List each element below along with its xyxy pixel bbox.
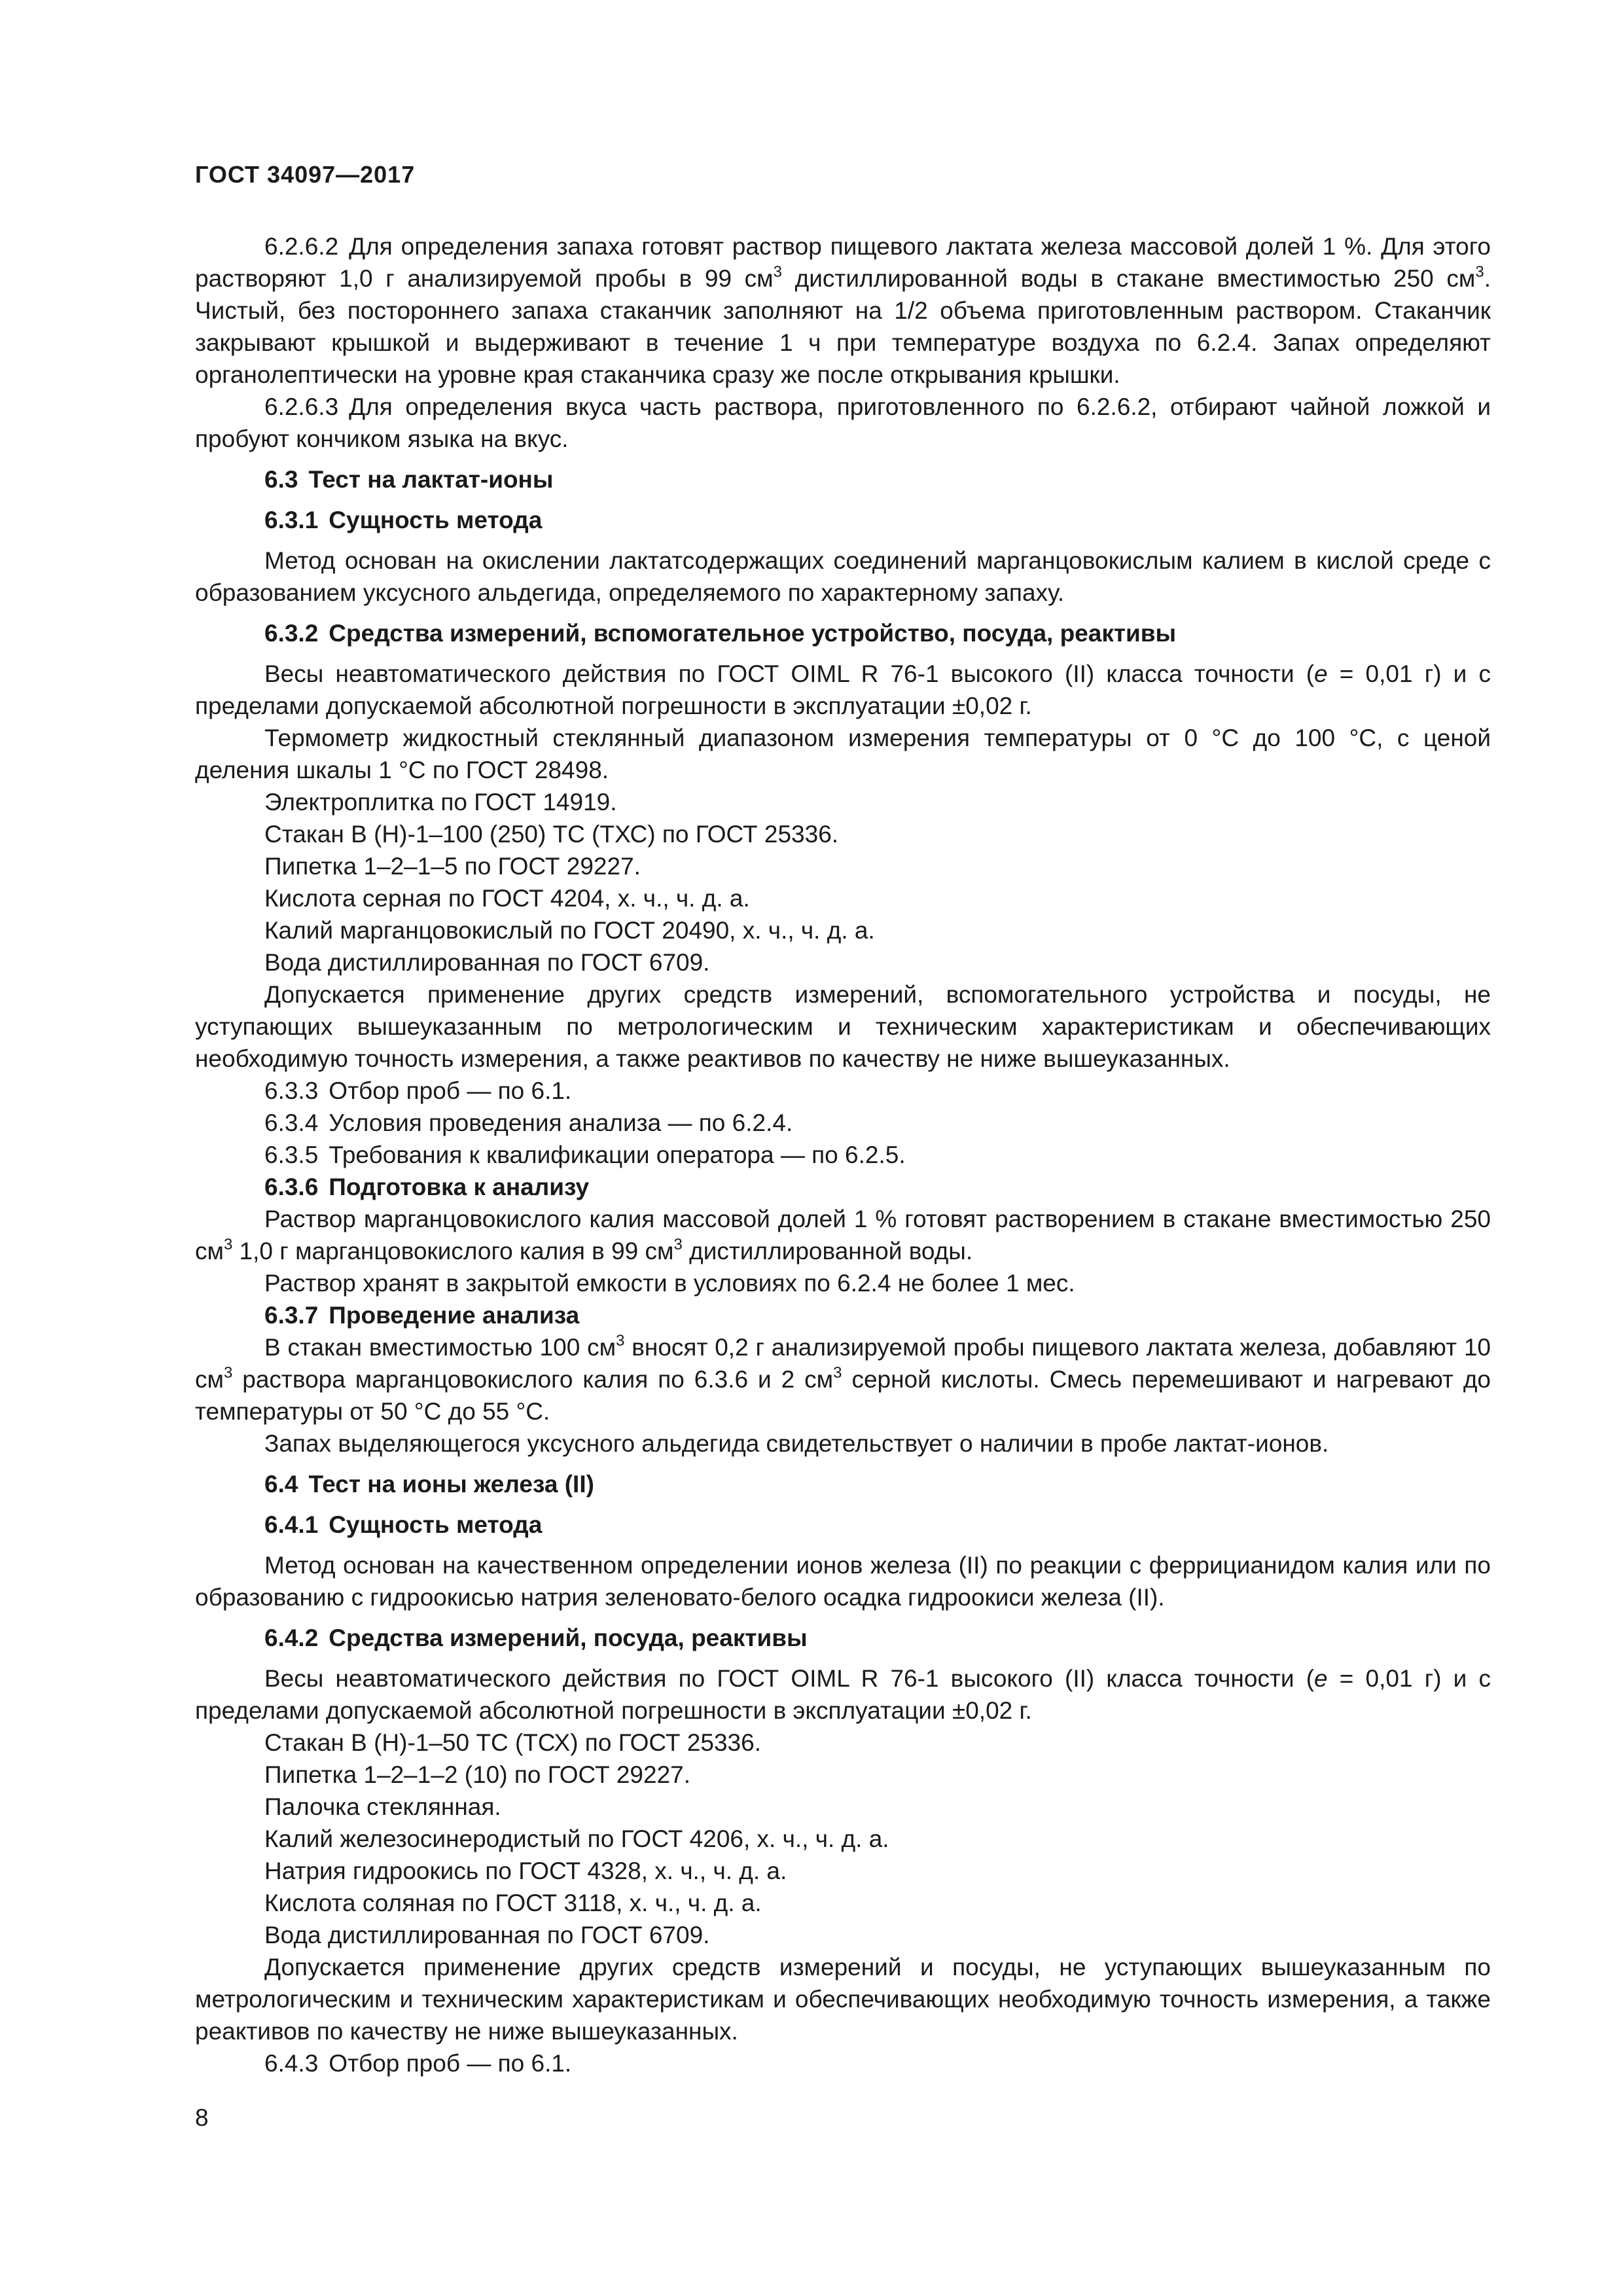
heading-6-4-1: 6.4.1 Сущность метода [264,1511,543,1538]
list-item: Вода дистиллированная по ГОСТ 6709. [264,1922,710,1948]
page-number: 8 [195,2104,209,2131]
paragraph-6-2-6-3: 6.2.6.3 Для определения вкуса часть раствора, приготовленного по 6.2.6.2, отбирают чайной ложкой и пробуют кончиком языка на вкус. [195,393,1491,452]
paragraph-6-3-4: 6.3.4 Условия проведения анализа — по 6.2.4. [264,1109,793,1136]
clause-number: 6.2.6.2 [264,233,339,260]
heading-6-3: 6.3 Тест на лактат-ионы [264,466,554,493]
heading-6-3-6: 6.3.6 Подготовка к анализу [264,1174,590,1200]
list-item: Стакан В (Н)-1–100 (250) ТС (ТХС) по ГОСТ 25336. [264,821,839,848]
list-item: Натрия гидроокись по ГОСТ 4328, х. ч., ч. д. а. [264,1857,787,1884]
paragraph-result: Запах выделяющегося уксусного альдегида свидетельствует о наличии в пробе лактат-ионов. [264,1430,1329,1457]
list-item: Пипетка 1–2–1–5 по ГОСТ 29227. [264,853,641,880]
document-header: ГОСТ 34097—2017 [195,161,416,188]
heading-6-3-1: 6.3.1 Сущность метода [264,507,543,533]
list-item: Калий железосинеродистый по ГОСТ 4206, х. ч., ч. д. а. [264,1825,889,1852]
document-body [195,230,1491,2079]
list-item: Электроплитка по ГОСТ 14919. [264,789,617,816]
heading-6-4-2: 6.4.2 Средства измерений, посуда, реактивы [264,1624,808,1651]
list-item: Палочка стеклянная. [264,1793,501,1820]
paragraph-storage: Раствор хранят в закрытой емкости в условиях по 6.2.4 не более 1 мес. [264,1270,1075,1297]
clause-number: 6.2.6.3 [264,393,339,420]
heading-6-4: 6.4 Тест на ионы железа (II) [264,1471,594,1498]
heading-6-3-7: 6.3.7 Проведение анализа [264,1302,580,1329]
paragraph-thermometer: Термометр жидкостный стеклянный диапазоном измерения температуры от 0 °С до 100 °С, с ценой деления шкалы 1 °С по ГОСТ 28498. [195,725,1491,783]
paragraph-substitution: Допускается применение других средств измерений, вспомогательного устройства и посуды, не уступающих вышеуказанным по метрологическим и техническим характеристикам и обеспечивающих необходимую точность измерения, а также реактивов по качеству не ниже вышеуказанных. [195,981,1491,1072]
paragraph-6-4-1: Метод основан на качественном определении ионов железа (II) по реакции с феррицианидом калия или по образованию с гидроокисью натрия зеленовато-белого осадка гидроокиси железа (II). [195,1552,1491,1611]
paragraph-scales: Весы неавтоматического действия по ГОСТ OIML R 76-1 высокого (II) класса точности (е = 0,01 г) и с пределами допускаемой абсолютной погрешности в эксплуатации ±0,02 г. [195,660,1491,719]
paragraph-6-3-6: Раствор марганцовокислого калия массовой долей 1 % готовят растворением в стакане вместимостью 250 $см^3$ 1,0 г марганцовокислого калия в 99 $см^3$ дистиллированной воды. [195,1206,1491,1265]
paragraph-6-3-1: Метод основан на окислении лактатсодержащих соединений марганцовокислым калием в кислой среде с образованием уксусного альдегида, определяемого по характерному запаху. [195,547,1491,606]
list-item: Стакан В (Н)-1–50 ТС (ТСХ) по ГОСТ 25336. [264,1729,761,1756]
list-item: Пипетка 1–2–1–2 (10) по ГОСТ 29227. [264,1761,691,1788]
paragraph-6-3-3: 6.3.3 Отбор проб — по 6.1. [264,1077,572,1104]
heading-6-3-2: 6.3.2 Средства измерений, вспомогательное устройство, посуда, реактивы [264,620,1177,647]
paragraph-6-3-5: 6.3.5 Требования к квалификации оператора — по 6.2.5. [264,1141,906,1168]
paragraph-scales: Весы неавтоматического действия по ГОСТ OIML R 76-1 высокого (II) класса точности (е = 0,01 г) и с пределами допускаемой абсолютной погрешности в эксплуатации ±0,02 г. [195,1665,1491,1724]
paragraph-6-2-6-2: 6.2.6.2 Для определения запаха готовят раствор пищевого лактата железа массовой долей 1 %. Для этого растворяют 1,0 г анализируемой пробы в 99 $см^3$ дистиллированной воды в стакане вместимостью 250 $см^3$. Чистый, без постороннего запаха стаканчик заполняют на 1/2 объема приготовленным раствором. Стаканчик закрывают крышкой и выдерживают в течение 1 ч при температуре воздуха по 6.2.4. Запах определяют органолептически на уровне края стаканчика сразу же после открывания крышки. [195,233,1491,388]
list-item: Калий марганцовокислый по ГОСТ 20490, х. ч., ч. д. а. [264,917,875,944]
list-item: Вода дистиллированная по ГОСТ 6709. [264,949,710,976]
paragraph-6-4-3: 6.4.3 Отбор проб — по 6.1. [264,2050,572,2077]
paragraph-substitution: Допускается применение других средств измерений и посуды, не уступающих вышеуказанным по метрологическим и техническим характеристикам и обеспечивающих необходимую точность измерения, а также реактивов по качеству не ниже вышеуказанных. [195,1954,1491,2045]
list-item: Кислота соляная по ГОСТ 3118, х. ч., ч. д. а. [264,1890,762,1916]
list-item: Кислота серная по ГОСТ 4204, х. ч., ч. д. а. [264,885,750,912]
paragraph-6-3-7: В стакан вместимостью 100 $см^3$ вносят 0,2 г анализируемой пробы пищевого лактата железа, добавляют 10 $см^3$ раствора марганцовокислого калия по 6.3.6 и 2 $см^3$ серной кислоты. Смесь перемешивают и нагревают до температуры от 50 °С до 55 °С. [195,1332,1491,1425]
